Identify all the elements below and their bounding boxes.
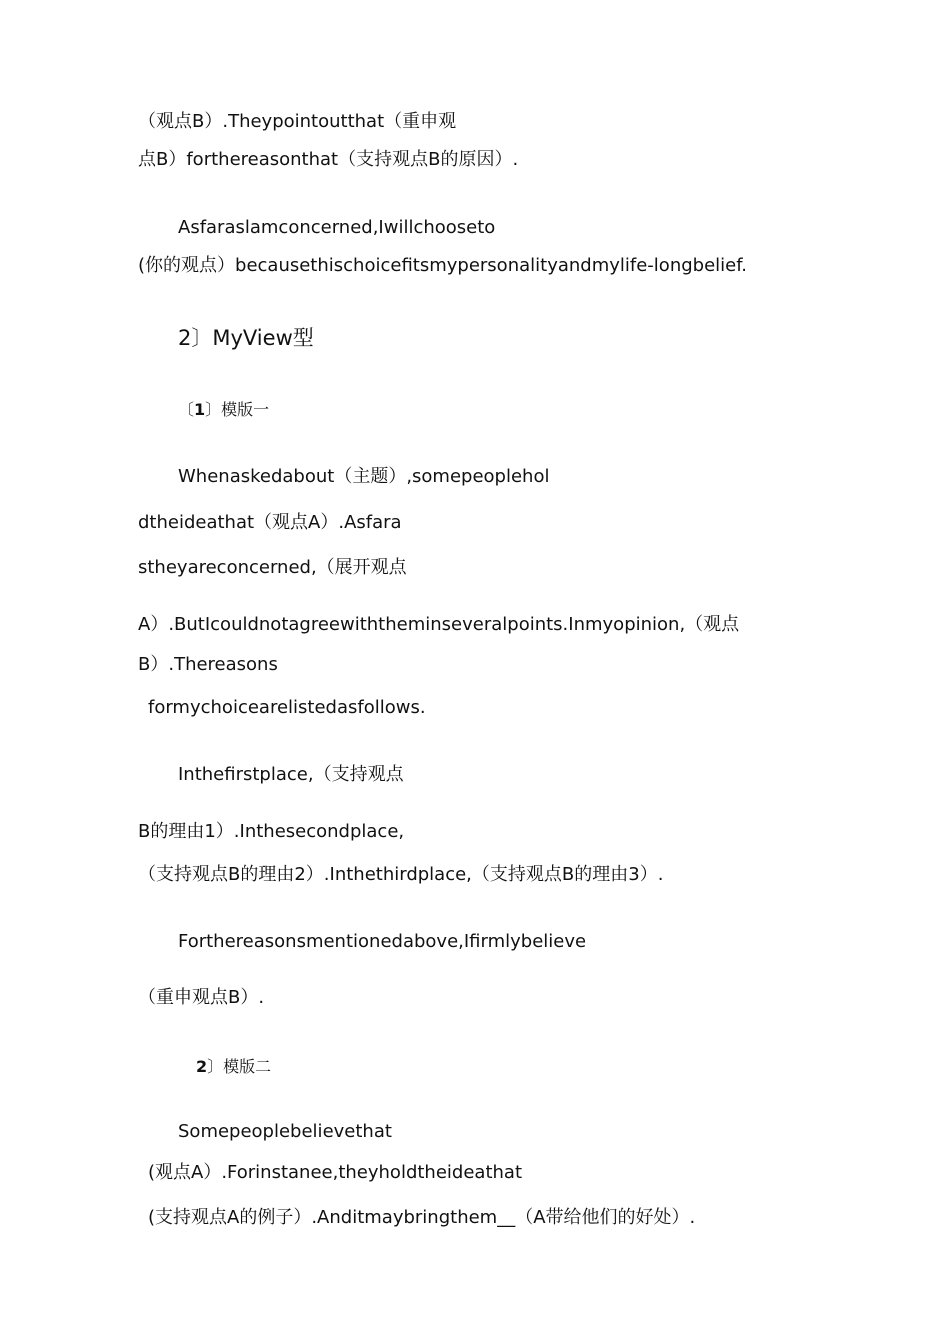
text-line: (你的观点）becausethischoicefitsmypersonalityandmylife-longbelief. <box>138 255 747 276</box>
sub-heading-number: 2 <box>196 1057 208 1076</box>
text-line: B的理由1）.Inthesecondplace, <box>138 821 405 842</box>
text-line: （观点B）.Theypointoutthat（重申观 <box>138 111 457 132</box>
sub-heading-bracket: 〔 <box>178 400 195 419</box>
text-line: stheyareconcerned,（展开观点 <box>138 557 407 578</box>
text-line: dtheideathat（观点A）.Asfara <box>138 512 402 533</box>
text-line: (支持观点A的例子）.Anditmaybringthem__（A带给他们的好处）. <box>148 1207 696 1228</box>
text-line: (观点A）.Forinstanee,theyholdtheideathat <box>148 1162 523 1183</box>
sub-heading-label: 〕模版一 <box>205 400 270 419</box>
text-line: （重申观点B）. <box>138 987 265 1008</box>
text-line: B）.Thereasons <box>138 654 278 675</box>
sub-heading-number: 1 <box>194 400 206 419</box>
text-line: formychoicearelistedasfollows. <box>148 697 426 718</box>
text-line: Inthefirstplace,（支持观点 <box>178 764 404 785</box>
text-line: Asfaraslamconcerned,Iwillchooseto <box>178 217 496 238</box>
sub-heading-label: 〕模版二 <box>207 1057 272 1076</box>
text-line: Forthereasonsmentionedabove,Ifirmlybelieve <box>178 931 587 952</box>
text-line: 点B）forthereasonthat（支持观点B的原因）. <box>138 149 519 170</box>
sub-heading <box>196 1057 271 1077</box>
text-line: （支持观点B的理由2）.Inthethirdplace,（支持观点B的理由3）. <box>138 864 664 885</box>
sub-heading <box>178 400 269 420</box>
text-line: Whenaskedabout（主题）,somepeoplehol <box>178 466 550 487</box>
text-line: A）.ButIcouldnotagreewiththeminseveralpoints.Inmyopinion,（观点 <box>138 614 740 635</box>
section-heading: 2〕MyView型 <box>178 326 314 350</box>
text-line: Somepeoplebelievethat <box>178 1121 392 1142</box>
